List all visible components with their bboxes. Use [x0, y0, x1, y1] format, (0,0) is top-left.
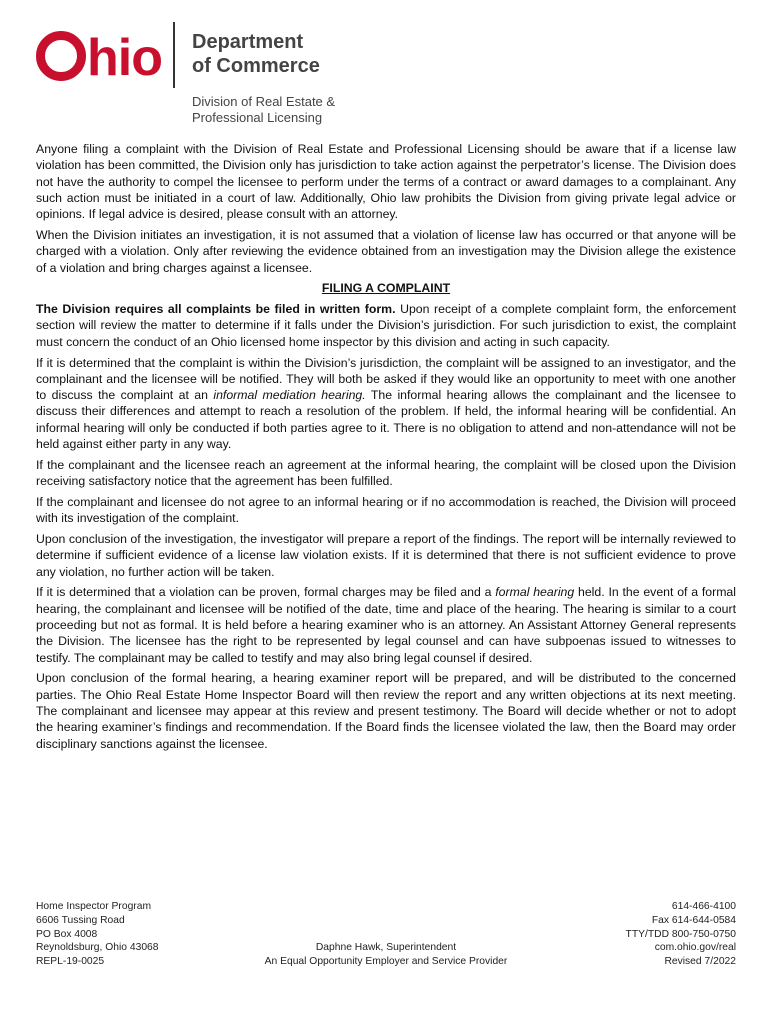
footer-center-line: An Equal Opportunity Employer and Service Provider	[264, 955, 508, 967]
logo-divider	[173, 22, 175, 88]
paragraph-4-text-b: The informal hearing allows the complainant and the licensee to discuss their differences and attempt to reach a resolution of the problem. If held, the informal hearing will be confidential. An informal hearing will only be conducted if both parties agree to it. There is no obligation to attend and non-attendance will not be held against either party in any way.	[36, 388, 737, 452]
department-line2: of Commerce	[192, 55, 320, 77]
paragraph-8-emphasis: formal hearing	[495, 585, 575, 600]
paragraph-9: Upon conclusion of the formal hearing, a hearing examiner report will be prepared, and will be distributed to the concerned parties. The Ohio Real Estate Home Inspector Board will then review the report and any written objections at its next meeting. The complainant and licensee may appear at this review and present testimony. The Board will decide whether or not to adopt the hearing examiner’s findings and recommendation. If the Board finds the licensee violated the law, then the Board may order disciplinary sanctions against the licensee.	[36, 671, 736, 751]
ohio-wordmark-rest: hio	[87, 29, 162, 87]
footer-left-line: PO Box 4008	[36, 928, 98, 940]
division-line1: Division of Real Estate &	[192, 94, 336, 109]
footer-right-line: Fax 614-644-0584	[651, 914, 736, 926]
paragraph-4	[36, 355, 736, 453]
ohio-o-mark	[36, 31, 86, 81]
paragraph-3-text: Upon receipt of a complete complaint form, the enforcement section will review the matter to determine if it falls under the Division’s jurisdiction. For such jurisdiction to exist, the complaint must concern the conduct of an Ohio licensed home inspector by this division and acting in such capacity.	[36, 302, 736, 349]
section-heading: FILING A COMPLAINT	[321, 281, 451, 296]
page-footer	[36, 900, 736, 980]
paragraph-1: Anyone filing a complaint with the Division of Real Estate and Professional Licensing should be aware that if a license law violation has been committed, the Division only has jurisdiction to take action against the perpetrator’s license. The Division does not have the authority to compel the licensee to perform under the terms of a contract or award damages to a complainant. Any such action must be initiated in a court of law. Additionally, Ohio law prohibits the Division from giving private legal advice or opinions. If legal advice is desired, please consult with an attorney.	[36, 142, 736, 222]
department-line1: Department	[192, 31, 304, 53]
paragraph-4-emphasis: informal mediation hearing.	[213, 388, 366, 403]
footer-right-line: Revised 7/2022	[664, 956, 736, 968]
footer-left-line: Reynoldsburg, Ohio 43068	[36, 942, 159, 954]
paragraph-2: When the Division initiates an investigation, it is not assumed that a violation of license law has occurred or that anyone will be charged with a violation. Only after reviewing the evidence obtained from an investigation may the Division allege the existence of a violation and bring charges against a licensee.	[36, 227, 736, 275]
paragraph-4-text-a: If it is determined that the complaint is within the Division’s jurisdiction, the complaint will be assigned to an investigator, and the complainant and the licensee will be notified. They will both be asked if they would like an opportunity to meet with one another to discuss the complaint at an	[36, 355, 736, 403]
footer-right-line: 614-466-4100	[671, 901, 736, 912]
paragraph-7: Upon conclusion of the investigation, the investigator will prepare a report of the findings. The report will be internally reviewed to determine if sufficient evidence of a license law violation exists. If it is determined that there is not sufficient evidence to prove any violation, no further action will be taken.	[36, 532, 736, 579]
footer-contact	[626, 900, 736, 969]
paragraph-5: If the complainant and the licensee reach an agreement at the informal hearing, the complaint will be closed upon the Division receiving satisfactory notice that the agreement has been fulfilled.	[36, 457, 736, 489]
footer-left-line: REPL-19-0025	[36, 956, 105, 968]
ohio-wordmark	[36, 28, 162, 88]
footer-right-line: com.ohio.gov/real	[654, 942, 736, 954]
document-body	[36, 141, 736, 756]
paragraph-8-text-b: held. In the event of a formal hearing, the complainant and licensee will be notified of the date, time and place of the hearing. The hearing is similar to a court proceeding but not as formal. It is held before a hearing examiner who is an attorney. An Assistant Attorney General represents the Division. The licensee has the right to be represented by legal counsel and can have subpoenas issued to witnesses to testify. The complainant may be called to testify and may also bring legal counsel if desired.	[36, 585, 737, 665]
division-line2: Professional Licensing	[192, 110, 323, 125]
ohio-commerce-logo	[36, 22, 376, 126]
paragraph-3-lead: The Division requires all complaints be filed in written form.	[36, 302, 396, 317]
footer-address	[36, 900, 159, 969]
paragraph-8	[36, 584, 736, 665]
division-name	[192, 94, 335, 126]
footer-center-line: Daphne Hawk, Superintendent	[315, 942, 457, 953]
paragraph-3	[36, 301, 736, 350]
department-name	[192, 30, 320, 78]
paragraph-8-text-a: If it is determined that a violation can be proven, formal charges may be filed and a	[36, 585, 496, 600]
footer-left-line: 6606 Tussing Road	[36, 914, 125, 926]
paragraph-6: If the complainant and licensee do not agree to an informal hearing or if no accommodation is reached, the Division will proceed with its investigation of the complaint.	[36, 494, 736, 526]
footer-left-line: Home Inspector Program	[36, 901, 152, 912]
footer-superintendent	[216, 941, 556, 969]
footer-right-line: TTY/TDD 800-750-0750	[625, 928, 736, 940]
